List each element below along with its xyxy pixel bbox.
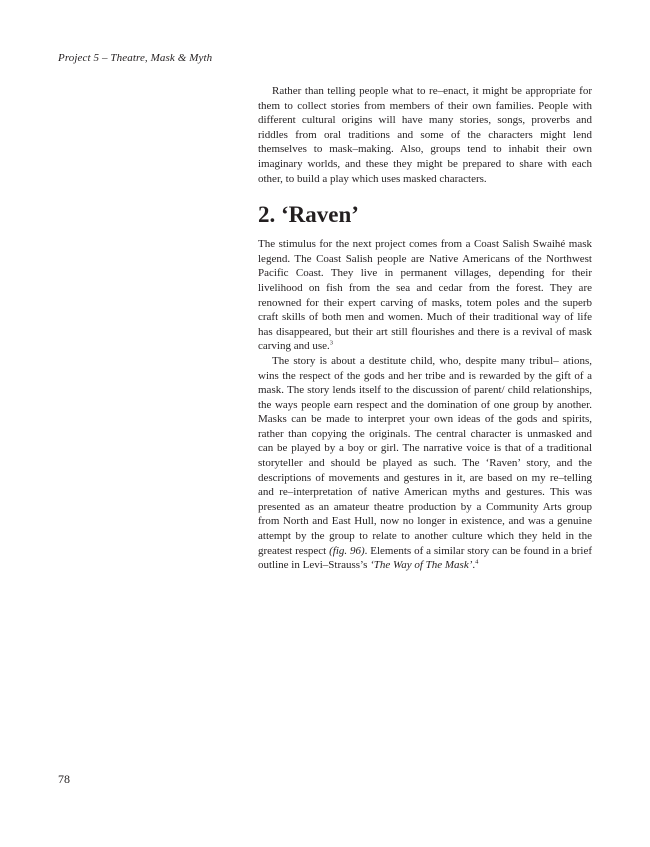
raven-paragraph-1 bbox=[258, 237, 592, 354]
page-number: 78 bbox=[58, 772, 70, 786]
book-title: ‘The Way of The Mask’ bbox=[370, 559, 473, 572]
raven-paragraph-2 bbox=[258, 354, 592, 573]
raven-paragraph-2-text: The story is about a destitute child, who, despite many tribul– ations, wins the respect of the gods and her tribe and is rewarded by the gift of a mask. The story lends itself to the discussion of parent/ child relationships, the ways people earn respect and the domination of one group by another. Masks can be made to interpret your own ideas of the gods and spirits, rather than copying the originals. The central character is unmasked and can be played by a boy or girl. The narrative voice is that of a traditional storyteller and should be played as such. The ‘Raven’ story, and the descriptions of movements and gestures in it, are based on my re–telling and re–interpretation of native American myths and gestures. This was presented as an amateur theatre production by a Community Arts group from North and East Hull, now no longer in existence, and was a genuine attempt by the group to relate to another culture which they held in the greatest respect bbox=[258, 354, 592, 557]
footnote-marker-3: 3 bbox=[329, 339, 334, 347]
intro-paragraph: Rather than telling people what to re–enact, it might be appropriate for them to collect stories from members of their own families. People with different cultural origins will have many stories, songs, proverbs and riddles from oral traditions and some of the characters might lend themselves to mask–making. Also, groups tend to inhabit their own imaginary worlds, and these they might be prepared to share with each other, to build a play which uses masked characters. bbox=[258, 85, 592, 185]
raven-paragraph-2-text-cont: . Elements of a similar story can be found in a brief outline in Levi–Strauss’s bbox=[258, 544, 592, 572]
footnote-marker-4: 4 bbox=[475, 558, 479, 566]
figure-reference: (fig. 96) bbox=[329, 544, 365, 557]
running-head: Project 5 – Theatre, Mask & Myth bbox=[58, 52, 213, 64]
end-punctuation: . bbox=[472, 559, 476, 572]
raven-paragraph-1-text: The stimulus for the next project comes from a Coast Salish Swaihé mask legend. The Coast Salish people are Native Americans of the Northwest Pacific Coast. They live in permanent villages, depending for their livelihood on fish from the sea and cedar from the forest. They are renowned for their expert carving of masks, totem poles and the superb craft skills of both men and women. Much of their traditional way of life has disappeared, but their art still flourishes and there is a revival of mask carving and use. bbox=[258, 238, 592, 353]
main-text-column bbox=[258, 84, 592, 573]
section-heading: 2. ‘Raven’ bbox=[258, 202, 359, 228]
